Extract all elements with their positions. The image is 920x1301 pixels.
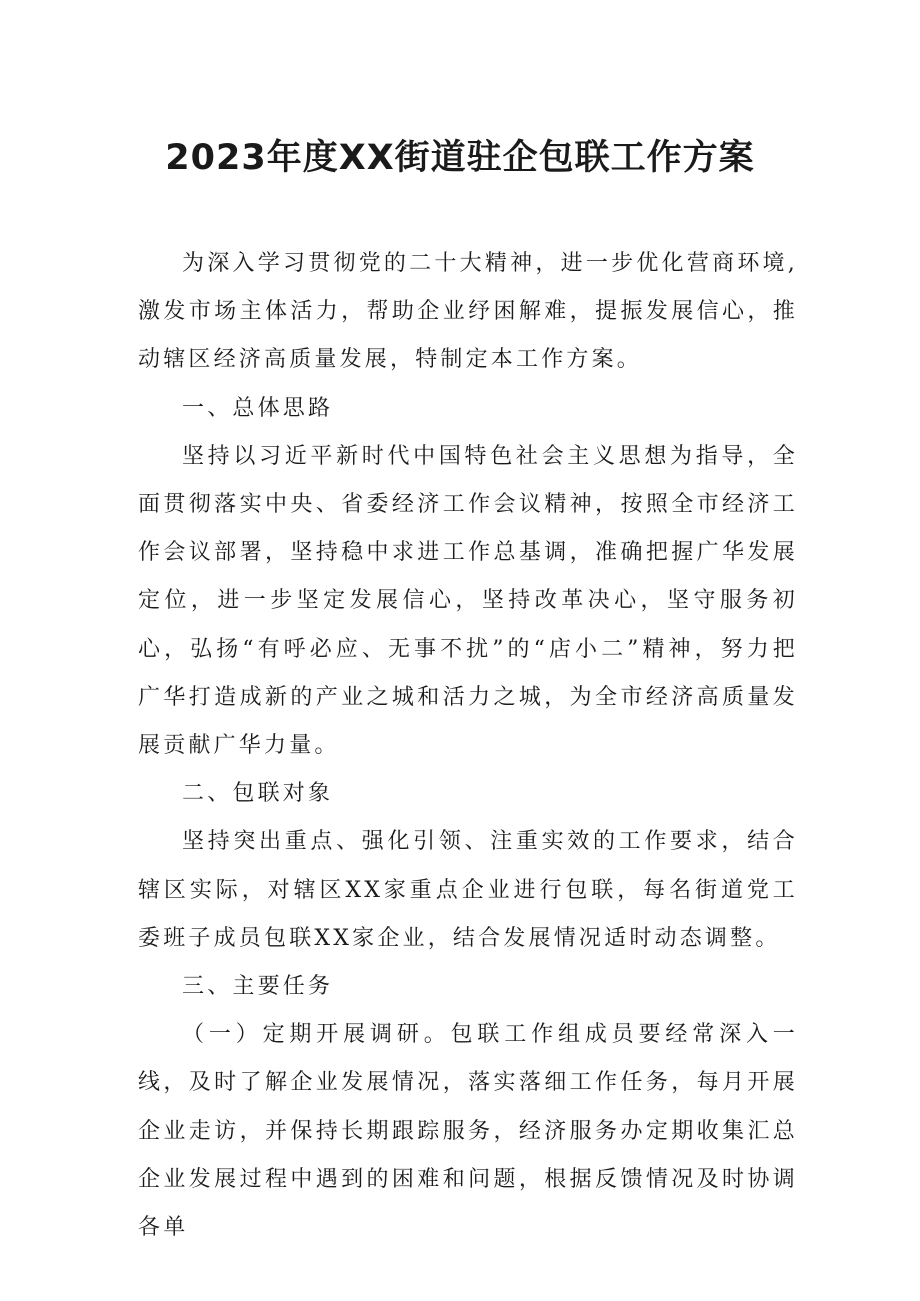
section-paragraph-overall-approach: 坚持以习近平新时代中国特色社会主义思想为指导，全面贯彻落实中央、省委经济工作会议精神，按照全市经济工作会议部署，坚持稳中求进工作总基调，准确把握广华发展定位，进一步坚定发展信心，坚持改革决心，坚守服务初心，弘扬“有呼必应、无事不扰”的“店小二”精神，努力把广华打造成新的产业之城和活力之城，为全市经济高质量发展贡献广华力量。 <box>138 443 798 759</box>
document-body <box>138 240 798 1252</box>
section-heading-main-tasks: 三、主要任务 <box>182 974 334 1000</box>
document-title: 2023年度XX街道驻企包联工作方案 <box>165 138 755 178</box>
section-heading-targets: 二、包联对象 <box>182 781 334 807</box>
section-paragraph-targets: 坚持突出重点、强化引领、注重实效的工作要求，结合辖区实际，对辖区XX家重点企业进行包联，每名街道党工委班子成员包联XX家企业，结合发展情况适时动态调整。 <box>138 829 798 951</box>
intro-paragraph: 为深入学习贯彻党的二十大精神，进一步优化营商环境,激发市场主体活力，帮助企业纾困解难，提振发展信心，推动辖区经济高质量发展，特制定本工作方案。 <box>138 251 798 373</box>
section-paragraph-main-tasks-item1: （一）定期开展调研。包联工作组成员要经常深入一线，及时了解企业发展情况，落实落细工作任务，每月开展企业走访，并保持长期跟踪服务，经济服务办定期收集汇总企业发展过程中遇到的困难和问题，根据反馈情况及时协调各单 <box>138 1022 798 1241</box>
section-heading-overall-approach: 一、总体思路 <box>182 395 334 421</box>
